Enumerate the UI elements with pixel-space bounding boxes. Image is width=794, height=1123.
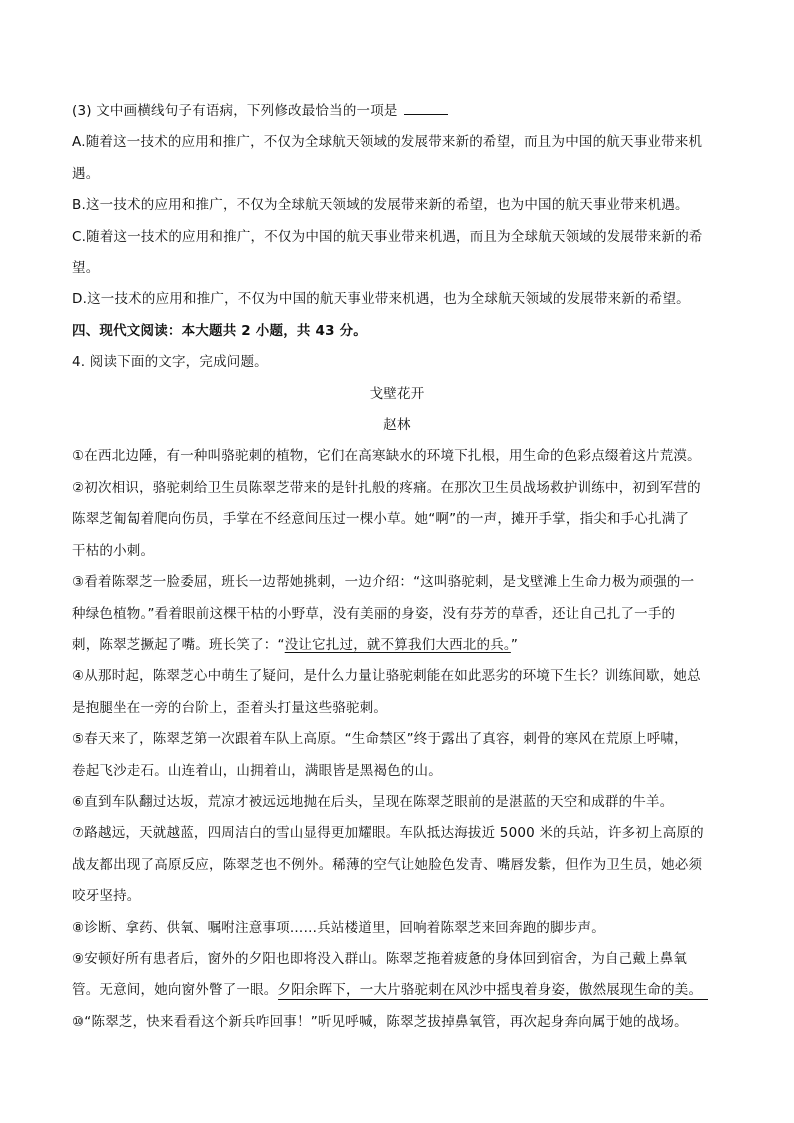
- option-a-line-1: A.随着这一技术的应用和推广，不仅为全球航天领域的发展带来新的希望，而且为中国的航天事业带来机: [72, 134, 703, 151]
- question-4-stem: 4. 阅读下面的文字，完成问题。: [72, 354, 268, 371]
- paragraph-3-line-3-tail: ”: [510, 636, 519, 653]
- option-a-line-2: 遇。: [72, 165, 100, 182]
- paragraph-6: ⑥直到车队翻过达坂，荒凉才被远远地抛在后头，呈现在陈翠芝眼前的是湛蓝的天空和成群的牛羊。: [72, 793, 674, 810]
- paragraph-8: ⑧诊断、拿药、供氧、嘱咐注意事项……兵站楼道里，回响着陈翠芝来回奔跑的脚步声。: [72, 919, 605, 936]
- paragraph-4-line-1: ④从那时起，陈翠芝心中萌生了疑问，是什么力量让骆驼刺能在如此恶劣的环境下生长？训练间歇，她总: [72, 668, 701, 685]
- question-3-stem: [72, 96, 722, 127]
- article-author: 赵林: [383, 417, 411, 434]
- paragraph-2-line-3: 干枯的小刺。: [72, 542, 155, 559]
- underlined-sentence-2: 夕阳余晖下，一大片骆驼刺在风沙中摇曳着身姿，傲然展现生命的美。: [278, 981, 709, 1000]
- paragraph-3-line-2: 种绿色植物。”看着眼前这棵干枯的小野草，没有美丽的身姿，没有芬芳的草香，还让自己扎了一手的: [72, 605, 676, 622]
- paragraph-3-line-3-lead: 刺，陈翠芝撅起了嘴。班长笑了：“: [72, 636, 285, 653]
- underlined-sentence-1: 没让它扎过，就不算我们大西北的兵。: [284, 636, 511, 653]
- document-page: [72, 96, 722, 1038]
- paragraph-2-line-1: ②初次相识，骆驼刺给卫生员陈翠芝带来的是针扎般的疼痛。在那次卫生员战场救护训练中，初到军营的: [72, 479, 701, 496]
- option-c-line-1: C.随着这一技术的应用和推广，不仅为中国的航天事业带来机遇，而且为全球航天领域的发展带来新的希: [72, 228, 703, 245]
- paragraph-3-line-1: ③看着陈翠芝一脸委屈，班长一边帮她挑刺，一边介绍：“这叫骆驼刺，是戈壁滩上生命力极为顽强的一: [72, 574, 695, 591]
- answer-blank: [404, 100, 448, 115]
- option-d: D.这一技术的应用和推广，不仅为中国的航天事业带来机遇，也为全球航天领域的发展带来新的希望。: [72, 291, 690, 308]
- paragraph-5-line-2: 卷起飞沙走石。山连着山，山拥着山，满眼皆是黑褐色的山。: [72, 762, 442, 779]
- paragraph-3-line-3: [72, 630, 722, 661]
- paragraph-2-line-2: 陈翠芝匍匐着爬向伤员，手掌在不经意间压过一棵小草。她“啊”的一声，摊开手掌，指尖和手心扎满了: [72, 511, 690, 528]
- paragraph-1: ①在西北边陲，有一种叫骆驼刺的植物，它们在高寒缺水的环境下扎根，用生命的色彩点缀着这片荒漠。: [72, 448, 701, 465]
- option-c-line-2: 望。: [72, 260, 100, 277]
- paragraph-7-line-3: 咬牙坚持。: [72, 888, 141, 905]
- paragraph-10: ⑩“陈翠芝，快来看看这个新兵咋回事！”听见呼喊，陈翠芝拔掉鼻氧管，再次起身奔向属于她的战场。: [72, 1013, 688, 1030]
- paragraph-7-line-2: 战友都出现了高原反应，陈翠芝也不例外。稀薄的空气让她脸色发青、嘴唇发紫，但作为卫生员，她必须: [72, 856, 703, 873]
- paragraph-9-line-2: [72, 975, 722, 1006]
- section-4-heading: 四、现代文阅读：本大题共 2 小题，共 43 分。: [72, 322, 367, 339]
- paragraph-9-line-2-lead: 管。无意间，她向窗外瞥了一眼。: [72, 982, 278, 999]
- paragraph-5-line-1: ⑤春天来了，陈翠芝第一次跟着车队上高原。“生命禁区”终于露出了真容，刺骨的寒风在荒原上呼啸，: [72, 731, 688, 748]
- article-title: 戈壁花开: [369, 385, 425, 402]
- option-b: B.这一技术的应用和推广，不仅为全球航天领域的发展带来新的希望，也为中国的航天事业带来机遇。: [72, 197, 689, 214]
- paragraph-9-line-1: ⑨安顿好所有患者后，窗外的夕阳也即将没入群山。陈翠芝拖着疲惫的身体回到宿舍，为自己戴上鼻氧: [72, 950, 688, 967]
- question-3-stem-text: (3) 文中画横线句子有语病，下列修改最恰当的一项是: [72, 103, 398, 119]
- paragraph-4-line-2: 是抱腿坐在一旁的台阶上，歪着头打量这些骆驼刺。: [72, 699, 388, 716]
- paragraph-7-line-1: ⑦路越远，天就越蓝，四周洁白的雪山显得更加耀眼。车队抵达海拔近 5000 米的兵站，许多初上高原的: [72, 825, 704, 842]
